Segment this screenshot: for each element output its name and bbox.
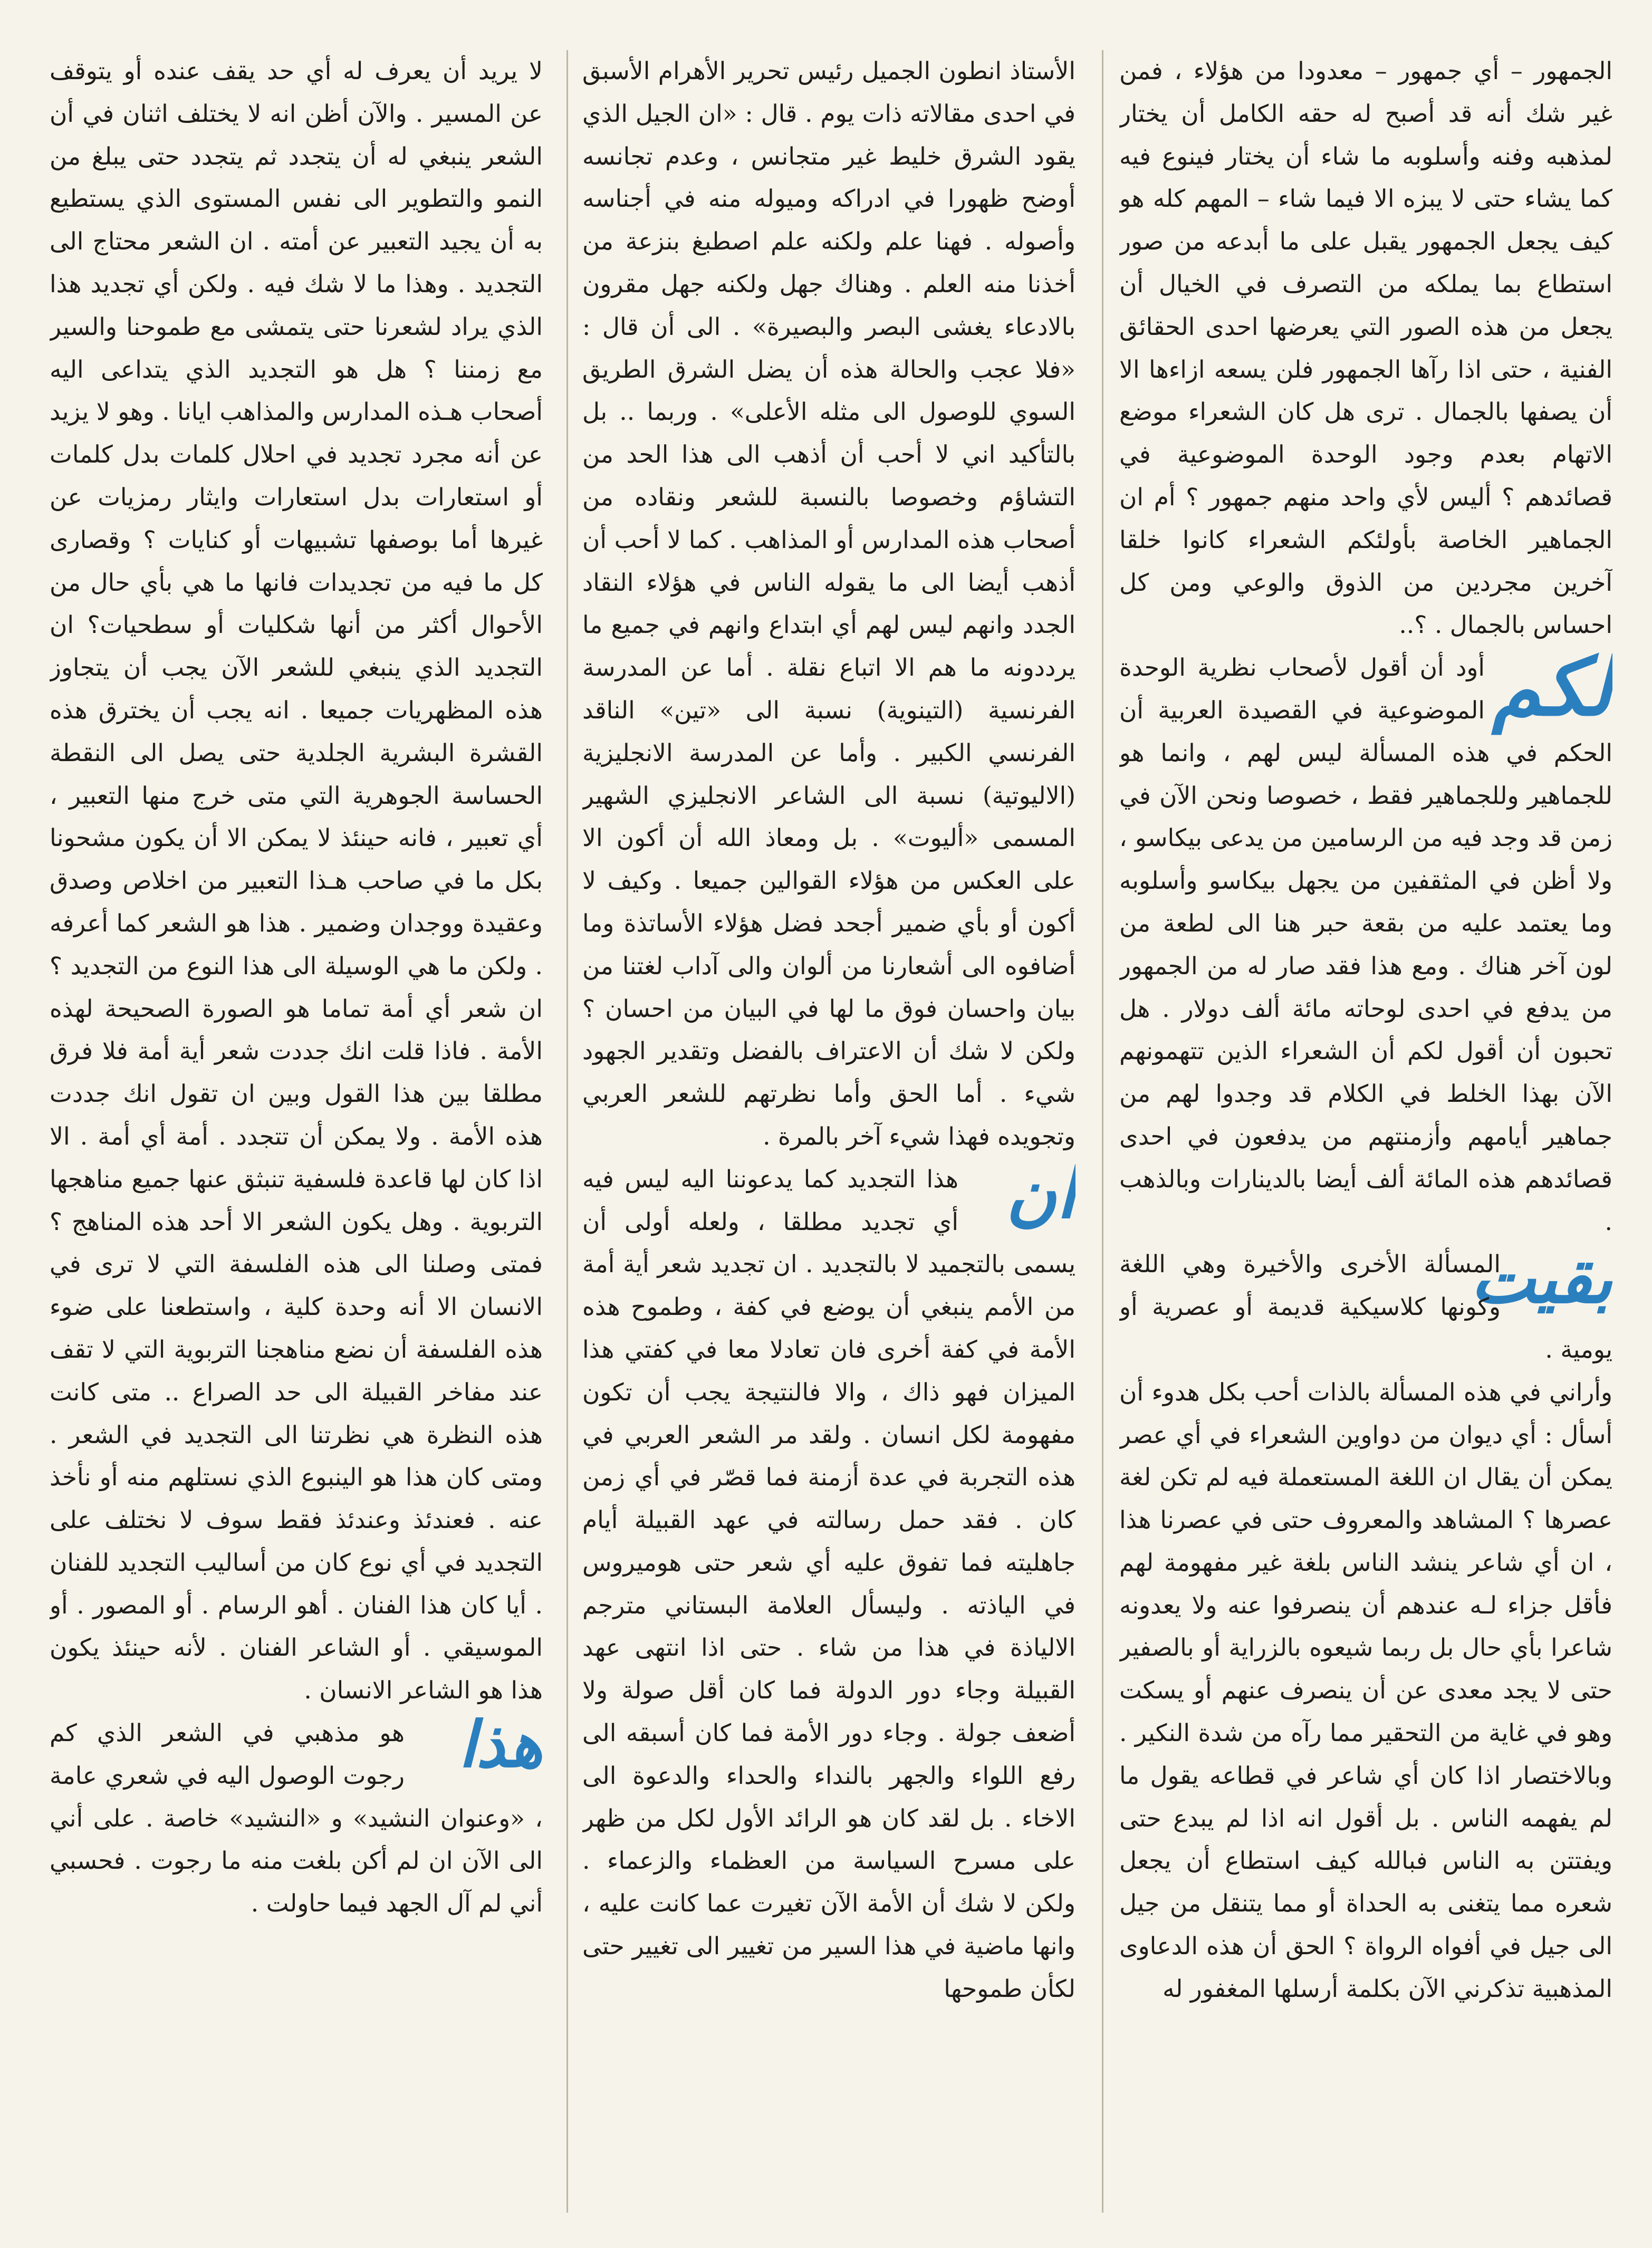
column-left: [50, 50, 543, 2218]
paragraph: لكم أود أن أقول لأصحاب نظرية الوحدة الموضوعية في القصيدة العربية أن الحكم في هذه المسألة ليس لهم ، وانما هو للجماهير وللجماهير فقط ، خصوصا ونحن الآن في زمن قد وجد فيه من الرسامين من يدعى بيكاسو ، ولا أظن في المثقفين من يجهل بيكاسو وأسلوبه وما يعتمد عليه من بقعة حبر هنا الى لطعة من لون آخر هناك . ومع هذا فقد صار له من الجمهور من يدفع في احدى لوحاته مائة ألف دولار . هل تحبون أن أقول لكم أن الشعراء الذين تتهمونهم الآن بهذا الخلط في الكلام قد وجدوا لهم من جماهير أيامهم وأزمنتهم من يدفعون في احدى قصائدهم هذه المائة ألف أيضا بالدينارات وبالذهب .: [1119, 641, 1612, 1236]
paragraph: وأراني في هذه المسألة بالذات أحب بكل هدوء أن أسأل : أي ديوان من دواوين الشعراء في أي عصر يمكن أن يقال ان اللغة المستعملة فيه لم تكن لغة عصرها ؟ المشاهد والمعروف حتى في عصرنا هذا ، ان أي شاعر ينشد الناس بلغة غير مفهومة لهم فأقل جزاء لـه عندهم أن ينصرفوا عنه ولا يعدونه شاعرا بأي حال بل ربما شيعوه بالزراية أو بالصفير حتى لا يجد معدى عن أن ينصرف عنهم أو يسكت وهو في غاية من التحقير مما رآه من شدة النكير . وبالاختصار اذا كان أي شاعر في قطاعه يقول ما لم يفهمه الناس . بل أقول انه اذا لم يبدع حتى ويفتتن به الناس فبالله كيف استطاع أن يجعل شعره مما يتغنى به الحداة أو مما يتنقل من جيل الى جيل في أفواه الرواة ؟ الحق أن هذه الدعاوى المذهبية تذكرني الآن بكلمة أرسلها المغفور له: [1119, 1378, 1612, 2003]
column-right: [1119, 50, 1612, 2218]
dropcap-baqiyat: بقيت: [1471, 1238, 1612, 1319]
column-middle: [582, 50, 1075, 2218]
paragraph: الجمهور – أي جمهور – معدودا من هؤلاء ، فمن غير شك أنه قد أصبح له حقه الكامل أن يختار لمذهبه وفنه وأسلوبه ما شاء أن يختار فينوع فيه كما يشاء حتى لا يبزه الا فيما شاء – المهم كله هو كيف يجعل الجمهور يقبل على ما أبدعه من صور استطاع بما يملكه من التصرف في الخيال أن يجعل من هذه الصور التي يعرضها احدى الحقائق الفنية ، حتى اذا رآها الجمهور فلن يسعه ازاءها الا أن يصفها بالجمال . ترى هل كان الشعراء موضع الاتهام بعدم وجود الوحدة الموضوعية في قصائدهم ؟ أليس لأي واحد منهم جمهور ؟ أم ان الجماهير الخاصة بأولئكم الشعراء كانوا خلقا آخرين مجردين من الذوق والوعي ومن كل احساس بالجمال . ؟..: [1119, 57, 1612, 639]
dropcap-inna: ان: [1006, 1152, 1075, 1234]
paragraph: الأستاذ انطون الجميل رئيس تحرير الأهرام الأسبق في احدى مقالاته ذات يوم . قال : «ان الجيل الذي يقود الشرق خليط غير متجانس ، وعدم تجانسه أوضح ظهورا في ادراكه وميوله منه في أجناسه وأصوله . فهنا علم ولكنه علم اصطبغ بنزعة من أخذنا منه العلم . وهناك جهل ولكنه جهل مقرون بالادعاء يغشى البصر والبصيرة» . الى أن قال : «فلا عجب والحالة هذه أن يضل الشرق الطريق السوي للوصول الى مثله الأعلى» . وربما .. بل بالتأكيد اني لا أحب أن أذهب الى هذا الحد من التشاؤم وخصوصا بالنسبة للشعر ونقاده من أصحاب هذه المدارس أو المذاهب . كما لا أحب أن أذهب أيضا الى ما يقوله الناس في هؤلاء النقاد الجدد وانهم ليس لهم أي ابتداع وانهم في جميع ما يرددونه ما هم الا اتباع نقلة . أما عن المدرسة الفرنسية (التينوية) نسبة الى «تين» الناقد الفرنسي الكبير . وأما عن المدرسة الانجليزية (الاليوتية) نسبة الى الشاعر الانجليزي الشهير المسمى «أليوت» . بل ومعاذ الله أن أكون الا على العكس من هؤلاء القوالين جميعا . وكيف لا أكون أو بأي ضمير أجحد فضل هؤلاء الأساتذة وما أضافوه الى أشعارنا من ألوان والى آداب لغتنا من بيان واحسان فوق ما لها في البيان من احسان ؟ ولكن لا شك أن الاعتراف بالفضل وتقدير الجهود شيء . أما الحق وأما نظرتهم للشعر العربي وتجويده فهذا شيء آخر بالمرة .: [582, 57, 1075, 1150]
paragraph: ان هذا التجديد كما يدعوننا اليه ليس فيه أي تجديد مطلقا ، ولعله أولى أن يسمى بالتجميد لا بالتجديد . ان تجديد شعر أية أمة من الأمم ينبغي أن يوضع في كفة ، وطموح هذه الأمة في كفة أخرى فان تعادلا معا في كفتي هذا الميزان فهو ذاك ، والا فالنتيجة يجب أن تكون مفهومة لكل انسان . ولقد مر الشعر العربي في هذه التجربة في عدة أزمنة فما قصّر في أي زمن كان . فقد حمل رسالته في عهد القبيلة أيام جاهليته فما تفوق عليه أي شعر حتى هوميروس في الياذته . وليسأل العلامة البستاني مترجم الالياذة في هذا من شاء . حتى اذا انتهى عهد القبيلة وجاء دور الدولة فما كان أقل صولة ولا أضعف جولة . وجاء دور الأمة فما كان أسبقه الى رفع اللواء والجهر بالنداء والحداء والدعوة الى الاخاء . بل لقد كان هو الرائد الأول لكل من ظهر على مسرح السياسة من العظماء والزعماء . ولكن لا شك أن الأمة الآن تغيرت عما كانت عليه ، وانها ماضية في هذا السير من تغيير الى تغيير حتى لكأن طموحها: [582, 1152, 1075, 2003]
column-divider: [566, 50, 568, 2213]
column-divider: [1102, 50, 1103, 2213]
paragraph: بقيت المسألة الأخرى والأخيرة وهي اللغة وكونها كلاسيكية قديمة أو عصرية أو يومية .: [1119, 1238, 1612, 1363]
paragraph: لا يريد أن يعرف له أي حد يقف عنده أو يتوقف عن المسير . والآن أظن انه لا يختلف اثنان في أن الشعر ينبغي له أن يتجدد ثم يتجدد حتى يبلغ من النمو والتطوير الى نفس المستوى الذي يستطيع به أن يجيد التعبير عن أمته . ان الشعر محتاج الى التجديد . وهذا ما لا شك فيه . ولكن أي تجديد هذا الذي يراد لشعرنا حتى يتمشى مع طموحنا والسير مع زمننا ؟ هل هو التجديد الذي يتداعى اليه أصحاب هـذه المدارس والمذاهب ايانا . وهو لا يزيد عن أنه مجرد تجديد في احلال كلمات بدل كلمات أو استعارات بدل استعارات وايثار رمزيات عن غيرها أما بوصفها تشبيهات أو كنايات ؟ وقصارى كل ما فيه من تجديدات فانها ما هي بأي حال من الأحوال أكثر من أنها شكليات أو سطحيات؟ ان التجديد الذي ينبغي للشعر الآن يجب أن يتجاوز هذه المظهريات جميعا . انه يجب أن يخترق هذه القشرة البشرية الجلدية حتى يصل الى النقطة الحساسة الجوهرية التي متى خرج منها التعبير ، أي تعبير ، فانه حينئذ لا يمكن الا أن يكون مشحونا بكل ما في صاحب هـذا التعبير من اخلاص وصدق وعقيدة ووجدان وضمير . هذا هو الشعر كما أعرفه . ولكن ما هي الوسيلة الى هذا النوع من التجديد ؟ ان شعر أي أمة تماما هو الصورة الصحيحة لهذه الأمة . فاذا قلت انك جددت شعر أية أمة فلا فرق مطلقا بين هذا القول وبين ان تقول انك جددت هذه الأمة . ولا يمكن أن تتجدد . أمة أي أمة . الا اذا كان لها قاعدة فلسفية تنبثق عنها جميع مناهجها التربوية . وهل يكون الشعر الا أحد هذه المناهج ؟ فمتى وصلنا الى هذه الفلسفة التي لا ترى في الانسان الا أنه وحدة كلية ، واستطعنا على ضوء هذه الفلسفة أن نضع مناهجنا التربوية التي لا تقف عند مفاخر القبيلة الى حد الصراع .. متى كانت هذه النظرة هي نظرتنا الى التجديد في الشعر . ومتى كان هذا هو الينبوع الذي نستلهم منه أو نأخذ عنه . فعندئذ وعندئذ فقط سوف لا نختلف على التجديد في أي نوع كان من أساليب التجديد للفنان . أيا كان هذا الفنان . أهو الرسام . أو المصور . أو الموسيقي . أو الشاعر الفنان . لأنه حينئذ يكون هذا هو الشاعر الانسان .: [50, 57, 543, 1705]
dropcap-lakum: لكم: [1492, 641, 1612, 734]
paragraph: هذا هو مذهبي في الشعر الذي كم رجوت الوصول اليه في شعري عامة ، «وعنوان النشيد» و «النشيد» خاصة . على أني الى الآن ان لم أكن بلغت منه ما رجوت . فحسبي أني لم آل الجهد فيما حاولت .: [50, 1707, 543, 1918]
dropcap-hatha: هذا: [458, 1707, 543, 1782]
